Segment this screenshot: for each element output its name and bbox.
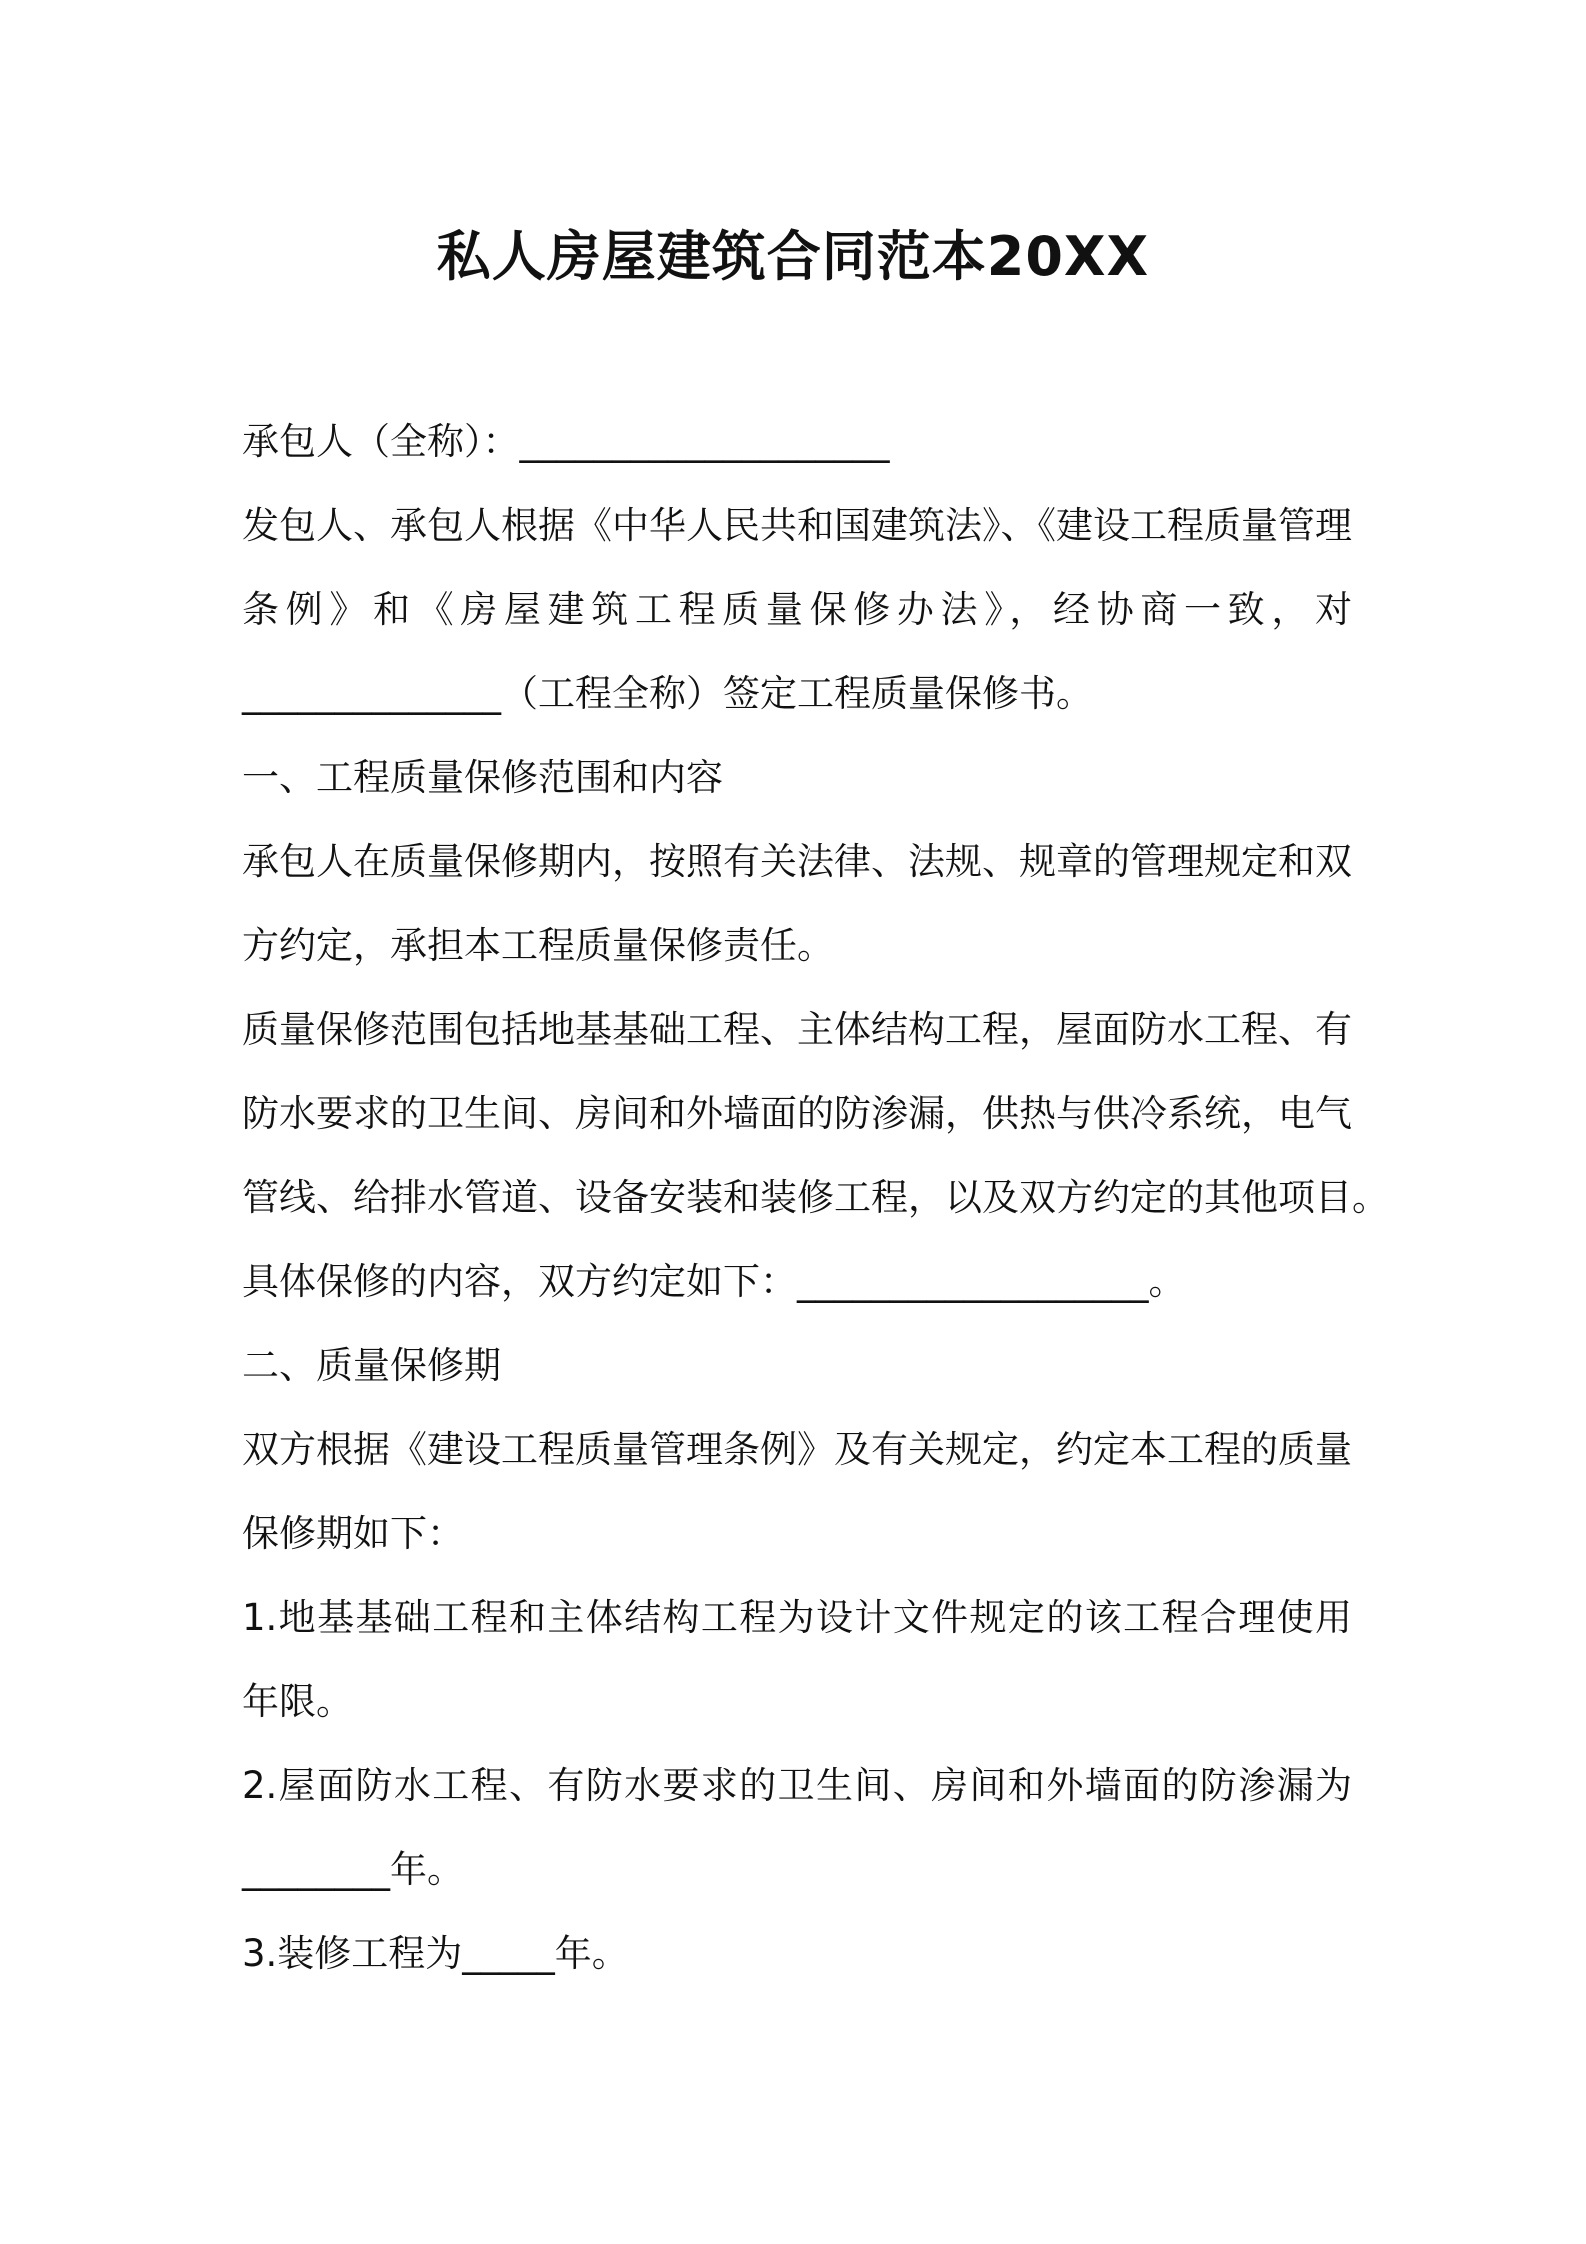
- paragraph-line: 发包人、承包人根据《中华人民共和国建筑法》、《建设工程质量管理: [242, 504, 1352, 547]
- section-heading: 一、工程质量保修范围和内容: [242, 756, 723, 799]
- paragraph-line: 保修期如下：: [242, 1512, 464, 1555]
- paragraph-line: 方约定，承担本工程质量保修责任。: [242, 924, 834, 967]
- list-item: 3.装修工程为_____年。: [242, 1932, 629, 1975]
- contractor-name-line: 承包人（全称）：____________________: [242, 420, 890, 463]
- paragraph-line: 管线、给排水管道、设备安装和装修工程，以及双方约定的其他项目。: [242, 1176, 1389, 1219]
- paragraph-line: 双方根据《建设工程质量管理条例》及有关规定，约定本工程的质量: [242, 1428, 1352, 1471]
- document-title: 私人房屋建筑合同范本20XX: [436, 225, 1150, 288]
- list-item-continuation: 年限。: [242, 1680, 353, 1723]
- paragraph-line: 具体保修的内容，双方约定如下：___________________。: [242, 1260, 1186, 1303]
- paragraph-line: 承包人在质量保修期内，按照有关法律、法规、规章的管理规定和双: [242, 840, 1352, 883]
- list-item: 1.地基基础工程和主体结构工程为设计文件规定的该工程合理使用: [242, 1596, 1352, 1639]
- list-item: 2.屋面防水工程、有防水要求的卫生间、房间和外墙面的防渗漏为: [242, 1764, 1352, 1807]
- paragraph-line: 条例》和《房屋建筑工程质量保修办法》，经协商一致，对: [242, 588, 1352, 631]
- section-heading: 二、质量保修期: [242, 1344, 501, 1387]
- paragraph-line: ______________（工程全称）签定工程质量保修书。: [242, 672, 1093, 715]
- document-body: [242, 400, 1389, 1996]
- paragraph-line: 防水要求的卫生间、房间和外墙面的防渗漏，供热与供冷系统，电气: [242, 1092, 1352, 1135]
- list-item-continuation: ________年。: [242, 1848, 464, 1891]
- paragraph-line: 质量保修范围包括地基基础工程、主体结构工程，屋面防水工程、有: [242, 1008, 1352, 1051]
